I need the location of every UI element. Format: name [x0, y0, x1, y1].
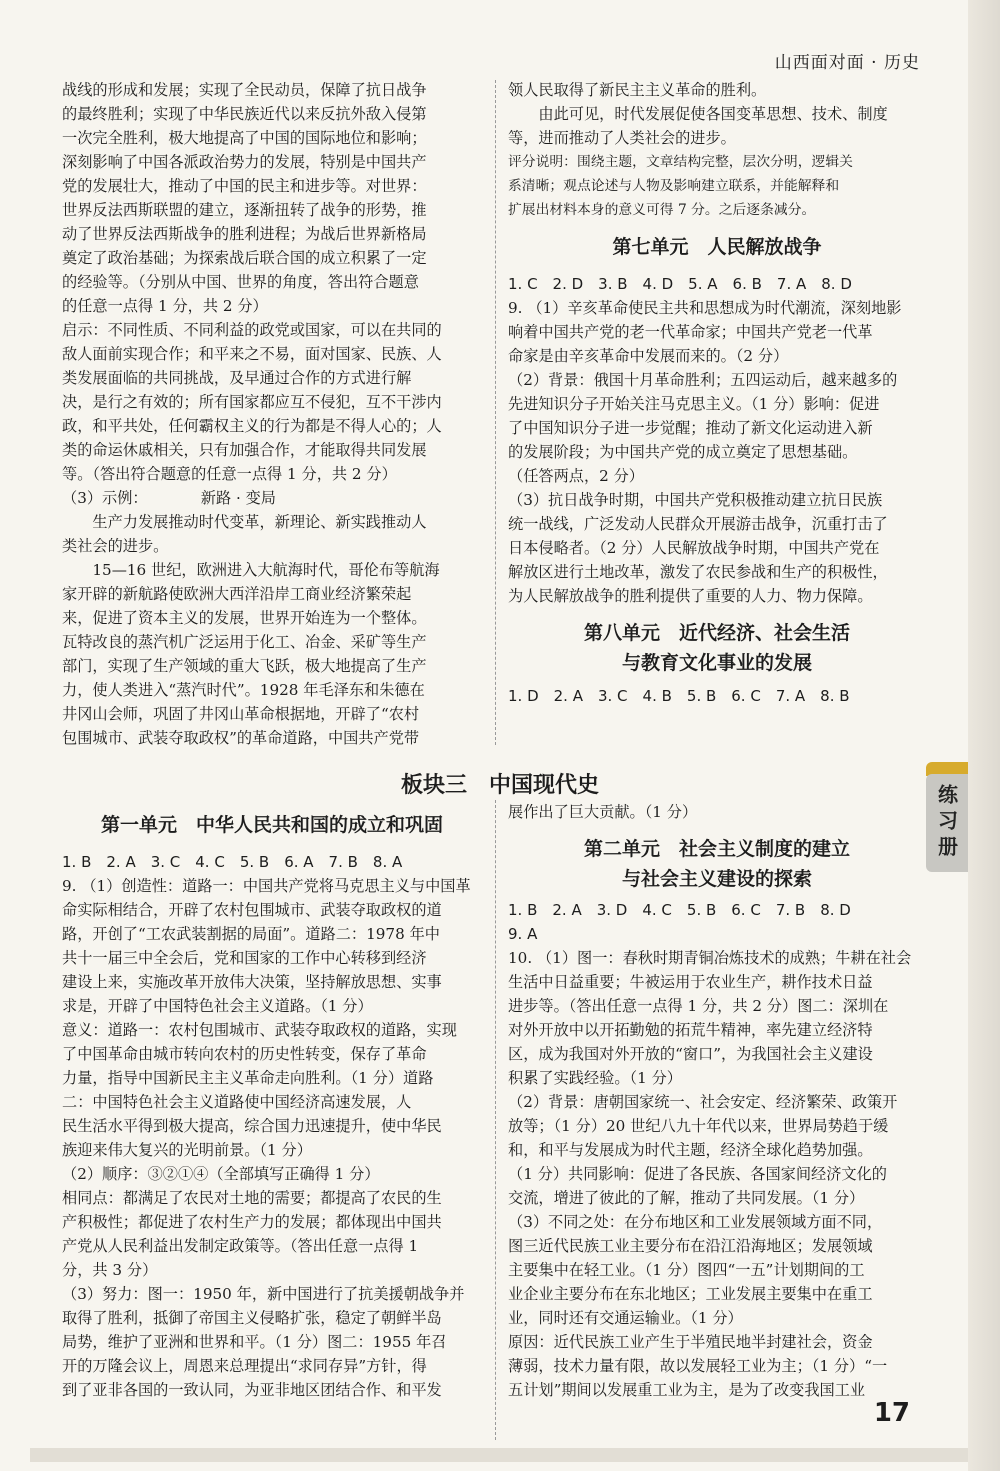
text-line: 启示：不同性质、不同利益的政党或国家，可以在共同的	[62, 321, 442, 339]
text-line: 扩展出材料本身的意义可得 7 分。之后逐条减分。	[508, 202, 816, 218]
text-line: 到了亚非各国的一致认同，为亚非地区团结合作、和平发	[62, 1381, 442, 1399]
text-line: 力，使人类进入“蒸汽时代”。1928 年毛泽东和朱德在	[62, 681, 425, 699]
text-line: 业，同时还有交通运输业。（1 分）	[508, 1309, 743, 1327]
text-line: 的经验等。（分别从中国、世界的角度，答出符合题意	[62, 273, 419, 291]
unit7-answers: 1. C 2. D 3. B 4. D 5. A 6. B 7. A 8. D	[508, 275, 852, 293]
text-line: 先进知识分子开始关注马克思主义。（1 分）影响：促进	[508, 395, 880, 413]
text-line: 命家是由辛亥革命中发展而来的。（2 分）	[508, 347, 789, 365]
text-line: （3）不同之处：在分布地区和工业发展领域方面不同，	[508, 1213, 883, 1231]
unit1-title: 第一单元 中华人民共和国的成立和巩固	[100, 814, 443, 836]
text-line: （3）努力：图一：1950 年，新中国进行了抗美援朝战争并	[62, 1285, 465, 1303]
text-line: 战线的形成和发展；实现了全民动员，保障了抗日战争	[62, 81, 427, 99]
unit2-question10	[508, 946, 926, 1402]
text-line: 评分说明：围绕主题，文章结构完整，层次分明，逻辑关	[508, 154, 853, 170]
unit8-title-line2: 与教育文化事业的发展	[621, 652, 812, 674]
text-line: 二：中国特色社会主义道路使中国经济高速发展，人	[62, 1093, 412, 1111]
text-line: 原因：近代民族工业产生于半殖民地半封建社会，资金	[508, 1333, 873, 1351]
unit1-question9	[62, 874, 482, 1402]
text-line: （2）顺序：③②①④（全部填写正确得 1 分）	[62, 1165, 380, 1183]
text-line: 取得了胜利，抵御了帝国主义侵略扩张，稳定了朝鲜半岛	[62, 1309, 442, 1327]
unit7-question9	[508, 296, 926, 608]
text-line: 意义：道路一：农村包围城市、武装夺取政权的道路，实现	[62, 1021, 457, 1039]
unit7-title: 第七单元 人民解放战争	[612, 236, 822, 258]
text-line: 族迎来伟大复兴的光明前景。（1 分）	[62, 1141, 312, 1159]
unit2-title-line1: 第二单元 社会主义制度的建立	[583, 838, 850, 860]
text-line: 10. （1）图一：春秋时期青铜冶炼技术的成熟；牛耕在社会	[508, 949, 912, 967]
text-line: 业企业主要分布在东北地区；工业发展主要集中在重工	[508, 1285, 873, 1303]
text-line: 奠定了政治基础；为探索战后联合国的成立积累了一定	[62, 249, 427, 267]
text-line: （1 分）共同影响：促进了各民族、各国家间经济文化的	[508, 1165, 887, 1183]
text-line: 等。（答出符合题意的任意一点得 1 分，共 2 分）	[62, 465, 397, 483]
unit8-answers: 1. D 2. A 3. C 4. B 5. B 6. C 7. A 8. B	[508, 687, 850, 705]
text-line: 包围城市、武装夺取政权”的革命道路，中国共产党带	[62, 729, 420, 747]
text-line: 政，和平共处，任何霸权主义的行为都是不得人心的；人	[62, 417, 442, 435]
text-line: 五计划”期间以发展重工业为主，是为了改变我国工业	[508, 1381, 866, 1399]
text-line: 产党从人民利益出发制定政策等。（答出任意一点得 1	[62, 1237, 419, 1255]
text-line: 一次完全胜利，极大地提高了中国的国际地位和影响；	[62, 129, 427, 147]
text-line: 部门，实现了生产领域的重大飞跃，极大地提高了生产	[62, 657, 427, 675]
unit1-answers: 1. B 2. A 3. C 4. C 5. B 6. A 7. B 8. A	[62, 853, 403, 871]
text-line: 生活中日益重要；牛被运用于农业生产，耕作技术日益	[508, 973, 873, 991]
text-line: 动了世界反法西斯战争的胜利进程；为战后世界新格局	[62, 225, 427, 243]
text-line: 来，促进了资本主义的发展，世界开始连为一个整体。	[62, 609, 427, 627]
section-title: 板块三 中国现代史	[400, 773, 599, 798]
page-number: 17	[873, 1398, 910, 1428]
text-line: 建设上来，实施改革开放伟大决策，坚持解放思想、实事	[62, 973, 442, 991]
text-line: （3）示例： 新路 · 变局	[62, 489, 276, 507]
unit8-title-line1: 第八单元 近代经济、社会生活	[583, 622, 850, 644]
text-line: 积累了实践经验。（1 分）	[508, 1069, 682, 1087]
text-line: （3）抗日战争时期，中国共产党积极推动建立抗日民族	[508, 491, 883, 509]
text-line: 和，和平与发展成为时代主题，经济全球化趋势加强。	[508, 1141, 873, 1159]
text-line: 解放区进行土地改革，激发了农民参战和生产的积极性，	[508, 563, 888, 581]
scoring-note	[508, 150, 926, 222]
text-line: 求是，开辟了中国特色社会主义道路。（1 分）	[62, 997, 373, 1015]
text-line: 党的发展壮大，推动了中国的民主和进步等。对世界：	[62, 177, 427, 195]
text-line: 统一战线，广泛发动人民群众开展游击战争，沉重打击了	[508, 515, 888, 533]
unit2-answers-9: 9. A	[508, 925, 538, 943]
text-line: 主要集中在轻工业。（1 分）图四“一五”计划期间的工	[508, 1261, 865, 1279]
side-tab-label: 练习册	[934, 784, 959, 862]
text-line: 区，成为我国对外开放的“窗口”，为我国社会主义建设	[508, 1045, 873, 1063]
text-line: （2）背景：俄国十月革命胜利；五四运动后，越来越多的	[508, 371, 898, 389]
text-line: 交流，增进了彼此的了解，推动了共同发展。（1 分）	[508, 1189, 865, 1207]
text-line: 瓦特改良的蒸汽机广泛运用于化工、冶金、采矿等生产	[62, 633, 427, 651]
text-line: 由此可见，时代发展促使各国变革思想、技术、制度	[508, 105, 888, 123]
text-line: 局势，维护了亚洲和世界和平。（1 分）图二：1955 年召	[62, 1333, 447, 1351]
column-divider-bottom	[495, 800, 496, 1440]
text-line: 井冈山会师，巩固了井冈山革命根据地，开辟了“农村	[62, 705, 420, 723]
running-header: 山西面对面 · 历史	[774, 53, 920, 73]
right-top-column	[508, 78, 926, 708]
text-line: （2）背景：唐朝国家统一、社会安定、经济繁荣、政策开	[508, 1093, 898, 1111]
text-line: 分，共 3 分）	[62, 1261, 158, 1279]
text-line: 的任意一点得 1 分，共 2 分）	[62, 297, 268, 315]
left-top-column	[62, 78, 482, 750]
text-line: 日本侵略者。（2 分）人民解放战争时期，中国共产党在	[508, 539, 880, 557]
text-line: 路，开创了“工农武装割据的局面”。道路二：1978 年中	[62, 925, 440, 943]
text-line: 深刻影响了中国各派政治势力的发展，特别是中国共产	[62, 153, 427, 171]
text-line: 产积极性；都促进了农村生产力的发展；都体现出中国共	[62, 1213, 442, 1231]
text-line: 等，进而推动了人类社会的进步。	[508, 129, 736, 147]
text-line: 放等；（1 分）20 世纪八九十年代以来，世界局势趋于缓	[508, 1117, 889, 1135]
text-line: 的发展阶段；为中国共产党的成立奠定了思想基础。	[508, 443, 858, 461]
text-line: 类发展面临的共同挑战，及早通过合作的方式进行解	[62, 369, 412, 387]
text-line: 进步等。（答出任意一点得 1 分，共 2 分）图二：深圳在	[508, 997, 889, 1015]
text-line: 开的万隆会议上，周恩来总理提出“求同存异”方针，得	[62, 1357, 427, 1375]
text-line: 为人民解放战争的胜利提供了重要的人力、物力保障。	[508, 587, 873, 605]
text-line: 决，是行之有效的；所有国家都应互不侵犯，互不干涉内	[62, 393, 442, 411]
text-line: 响着中国共产党的老一代革命家；中国共产党老一代革	[508, 323, 873, 341]
text-line: 类的命运休戚相关，只有加强合作，才能取得共同发展	[62, 441, 427, 459]
left-bottom-column	[62, 812, 482, 1402]
unit2-title-line2: 与社会主义建设的探索	[621, 868, 812, 890]
text-line: 对外开放中以开拓勤勉的拓荒牛精神，率先建立经济特	[508, 1021, 873, 1039]
column-divider-top	[495, 80, 496, 745]
page-edge	[968, 0, 1000, 1471]
text-line: 力量，指导中国新民主主义革命走向胜利。（1 分）道路	[62, 1069, 434, 1087]
text-line: 的最终胜利；实现了中华民族近代以来反抗外敌入侵第	[62, 105, 427, 123]
text-line: 系清晰；观点论述与人物及影响建立联系，并能解释和	[508, 178, 840, 194]
text-line: （任答两点，2 分）	[508, 467, 644, 485]
text-line: 相同点：都满足了农民对土地的需要；都提高了农民的生	[62, 1189, 442, 1207]
text-line: 薄弱，技术力量有限，故以发展轻工业为主；（1 分）“一	[508, 1357, 888, 1375]
text-line: 世界反法西斯联盟的建立，逐渐扭转了战争的形势，推	[62, 201, 427, 219]
text-line: 15—16 世纪，欧洲进入大航海时代，哥伦布等航海	[62, 561, 440, 579]
continued-line: 展作出了巨大贡献。（1 分）	[508, 803, 698, 821]
text-line: 9. （1）辛亥革命使民主共和思想成为时代潮流，深刻地影	[508, 299, 902, 317]
text-line: 生产力发展推动时代变革，新理论、新实践推动人	[62, 513, 427, 531]
text-line: 图三近代民族工业主要分布在沿江沿海地区；发展领域	[508, 1237, 873, 1255]
text-line: 共十一届三中全会后，党和国家的工作中心转移到经济	[62, 949, 427, 967]
text-line: 9. （1）创造性：道路一：中国共产党将马克思主义与中国革	[62, 877, 471, 895]
text-line: 敌人面前实现合作；和平来之不易，面对国家、民族、人	[62, 345, 442, 363]
text-line: 了中国革命由城市转向农村的历史性转变，保存了革命	[62, 1045, 427, 1063]
text-line: 领人民取得了新民主主义革命的胜利。	[508, 81, 767, 99]
conclusion-paragraph	[508, 78, 926, 150]
text-line: 命实际相结合，开辟了农村包围城市、武装夺取政权的道	[62, 901, 442, 919]
text-line: 家开辟的新航路使欧洲大西洋沿岸工商业经济繁荣起	[62, 585, 412, 603]
right-bottom-column	[508, 800, 926, 1402]
text-line: 类社会的进步。	[62, 537, 169, 555]
text-line: 民生活水平得到极大提高，综合国力迅速提升，使中华民	[62, 1117, 442, 1135]
bottom-edge	[30, 1448, 968, 1462]
unit2-answers: 1. B 2. A 3. D 4. C 5. B 6. C 7. B 8. D	[508, 901, 851, 919]
text-line: 了中国知识分子进一步觉醒；推动了新文化运动进入新	[508, 419, 873, 437]
